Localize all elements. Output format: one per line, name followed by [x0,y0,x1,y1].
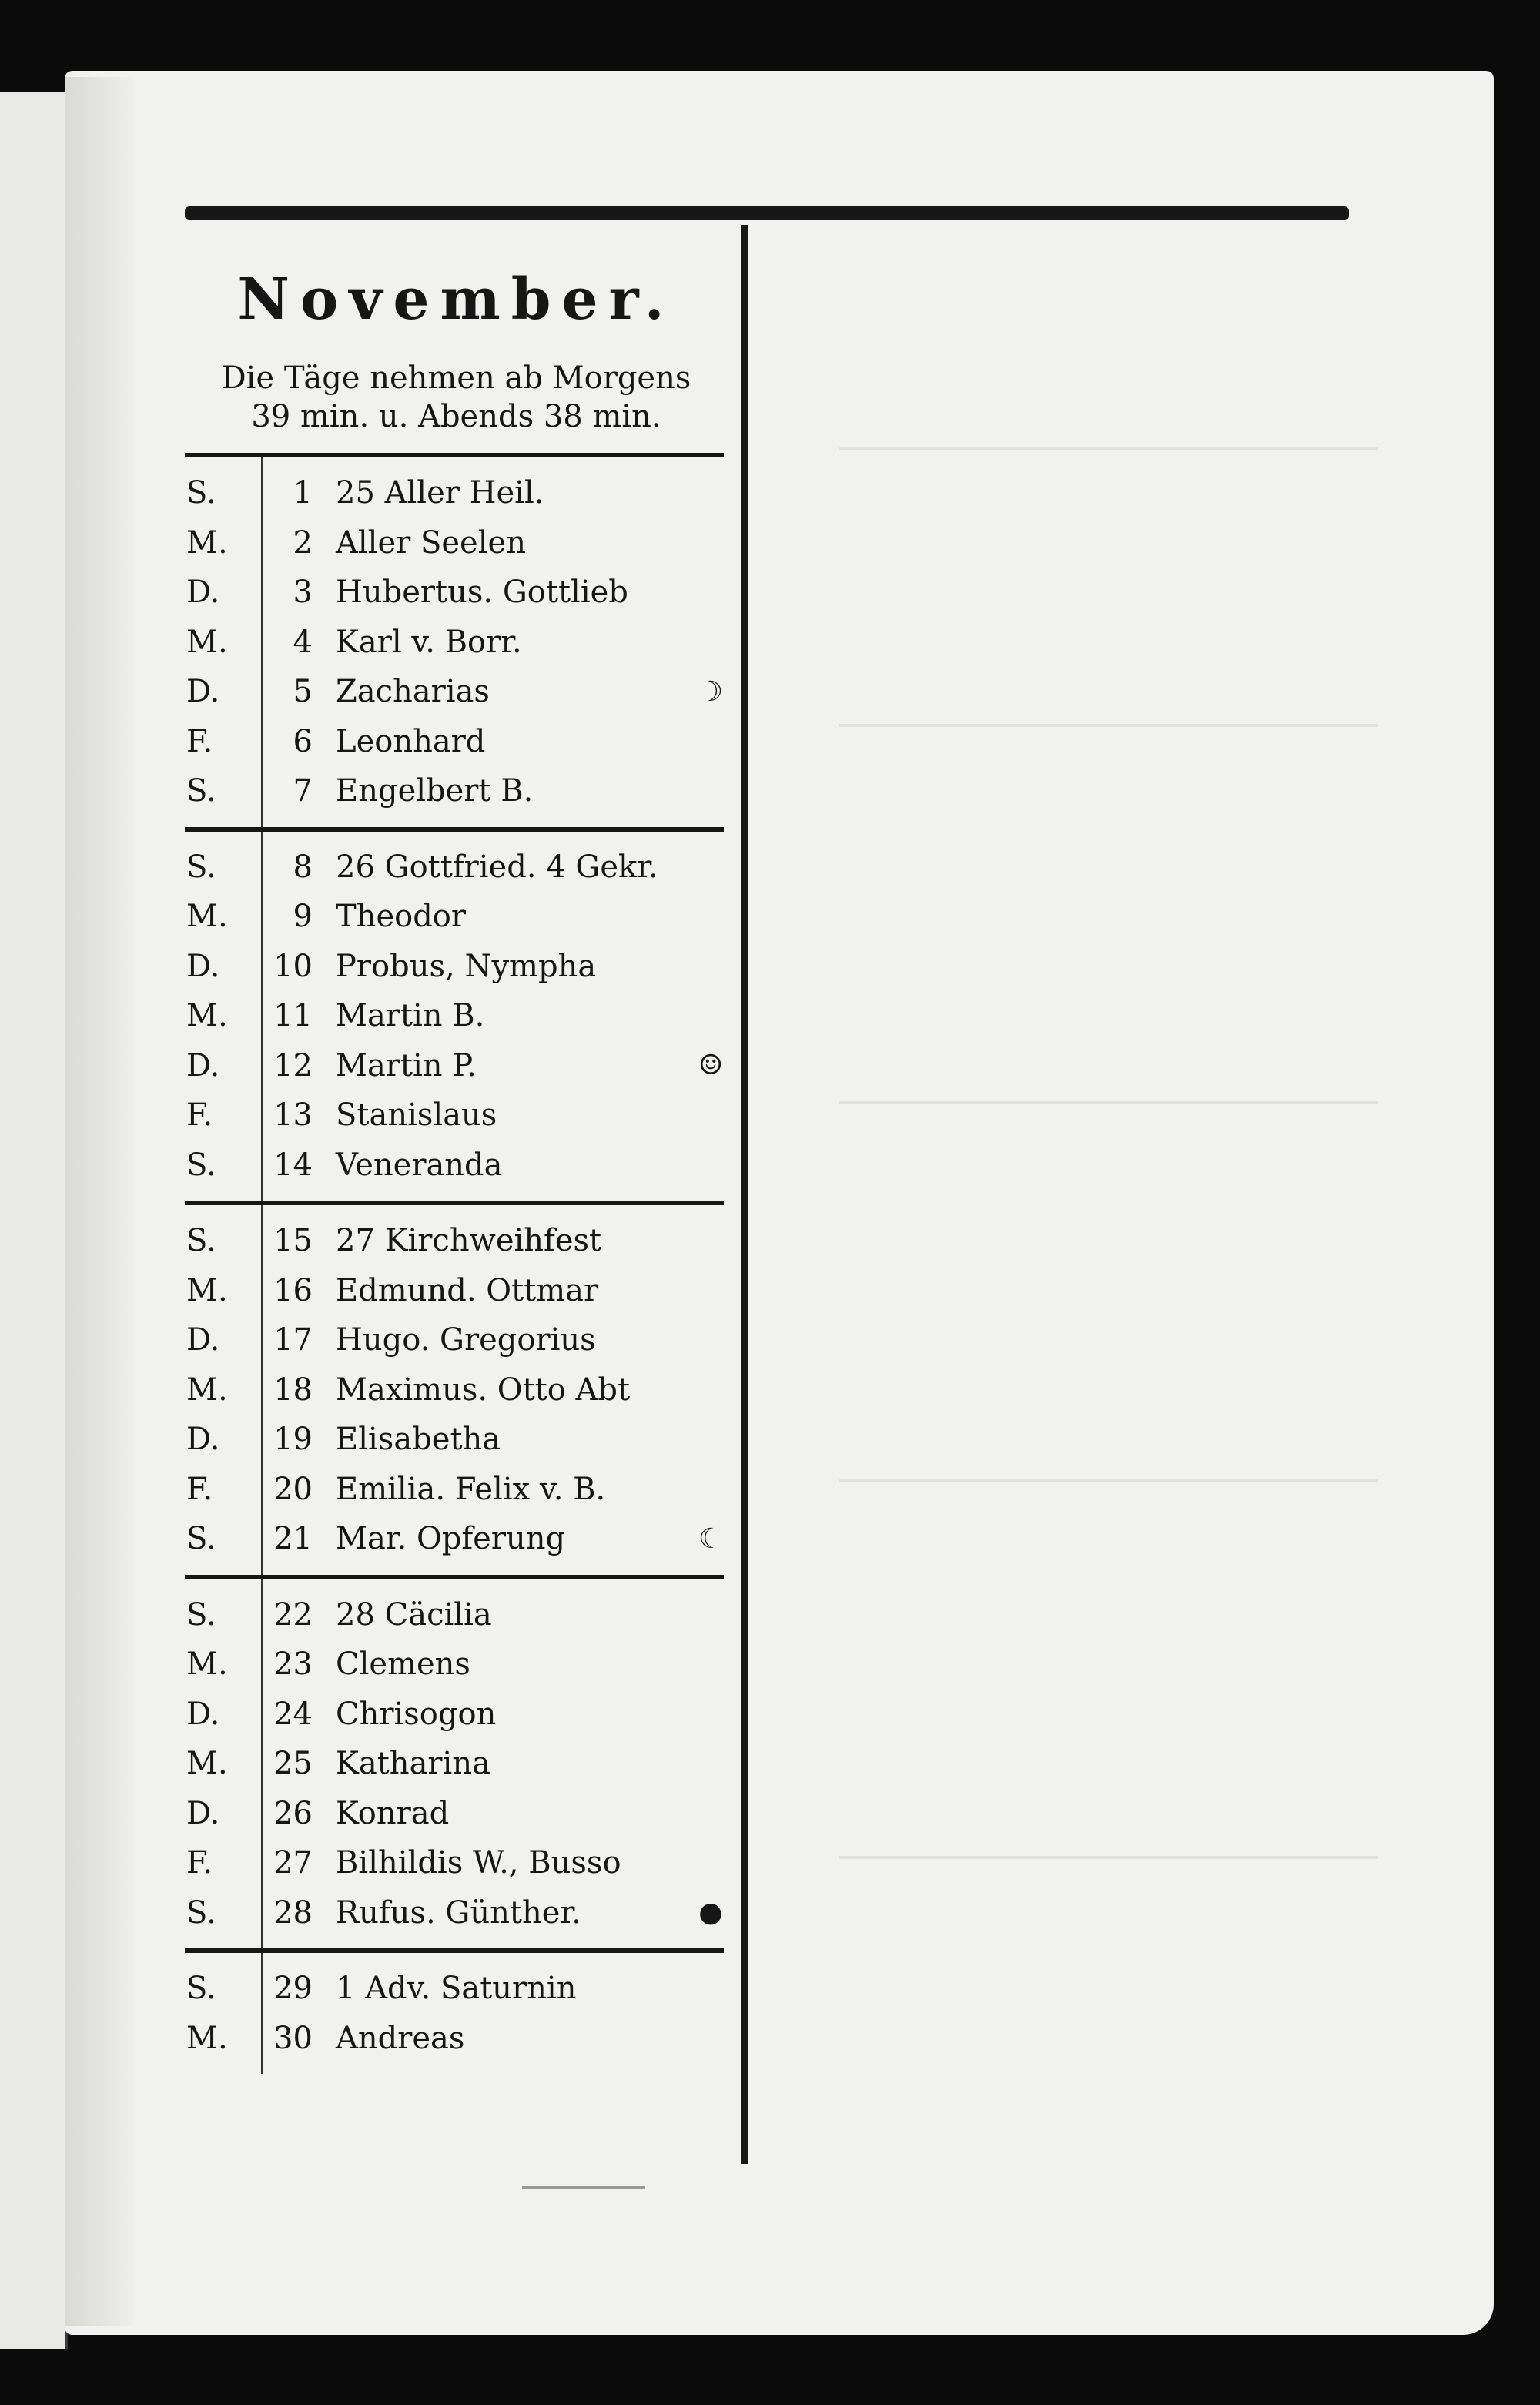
day-number: 27 [273,1845,313,1881]
day-number: 6 [293,723,313,759]
day-number: 9 [293,899,313,935]
saint-name: Emilia. Felix v. B. [336,1471,606,1507]
saint-name: Probus, Nympha [336,948,597,984]
day-row [185,717,728,767]
saint-name: Mar. Opferung [336,1521,566,1557]
saint-name: Katharina [336,1746,490,1782]
day-number: 4 [293,624,313,660]
day-row [185,468,728,518]
saint-name: Bilhildis W., Busso [336,1845,621,1881]
day-row [185,2014,728,2064]
saint-name: 1 Adv. Saturnin [336,1971,577,2007]
day-number: 13 [273,1097,313,1134]
saint-name: 26 Gottfried. 4 Gekr. [336,849,658,885]
weekday: S. [186,773,216,809]
weekday: M. [186,1646,228,1683]
day-number: 10 [273,948,313,984]
saint-name: Elisabetha [336,1422,501,1458]
weekday: D. [186,1322,220,1358]
weekday: F. [186,1097,213,1134]
weekday: S. [186,475,216,511]
day-number: 12 [273,1047,313,1084]
day-number: 18 [273,1372,313,1408]
day-number: 26 [273,1795,313,1831]
day-row [185,518,728,568]
ghost-rule [839,1101,1378,1104]
day-row [185,1690,728,1740]
day-number: 15 [273,1223,313,1259]
day-row [185,1141,728,1191]
day-row [185,1514,728,1564]
weekday: F. [186,1471,213,1507]
column-divider [741,225,748,2164]
weekday: S. [186,849,216,885]
weekday: M. [186,624,228,660]
saint-name: Theodor [336,899,467,935]
moon-phase-icon: ☺ [698,1050,724,1082]
saint-name: Leonhard [336,723,486,759]
saint-name: 25 Aller Heil. [336,475,544,511]
day-number: 1 [293,475,313,511]
top-rule [185,206,1349,220]
day-row [185,942,728,992]
day-row [185,667,728,717]
day-number: 14 [273,1147,313,1183]
day-row [185,1838,728,1888]
day-row [185,1789,728,1839]
week-block [185,1205,728,1575]
weekday: M. [186,1272,228,1308]
day-number: 25 [273,1746,313,1782]
saint-name: Veneranda [336,1147,503,1183]
day-row [185,1041,728,1091]
weekday: D. [186,574,220,611]
saint-name: Martin B. [336,998,485,1034]
week-block [185,1953,728,2074]
weekday: S. [186,1971,216,2007]
week-block [185,457,728,827]
day-row [185,568,728,618]
ghost-rule [839,724,1378,727]
day-length-note [185,359,728,436]
day-row [185,1465,728,1515]
day-number: 11 [273,998,313,1034]
day-row [185,618,728,668]
day-number: 5 [293,674,313,710]
weekday: M. [186,524,228,561]
day-number: 30 [273,2020,313,2056]
day-row [185,766,728,816]
ghost-rule [839,447,1378,450]
saint-name: Zacharias [336,674,490,710]
weekday: D. [186,1422,220,1458]
day-row [185,1964,728,2014]
weekday: S. [186,1596,216,1633]
day-number: 17 [273,1322,313,1358]
saint-name: Stanislaus [336,1097,497,1134]
saint-name: Aller Seelen [336,524,526,561]
weekday: M. [186,2020,228,2056]
week-block [185,1579,728,1949]
ghost-rule [839,1856,1378,1859]
ghost-rule [839,1479,1378,1482]
day-row [185,1266,728,1316]
day-row [185,991,728,1041]
day-number: 22 [273,1596,313,1633]
day-row [185,1090,728,1141]
saint-name: 27 Kirchweihfest [336,1223,602,1259]
day-row [185,1640,728,1690]
weekday: M. [186,998,228,1034]
saint-name: Karl v. Borr. [336,624,522,660]
day-row [185,892,728,942]
weekday: M. [186,1746,228,1782]
saint-name: Hubertus. Gottlieb [336,574,628,611]
weekday: D. [186,1696,220,1732]
moon-phase-icon: ☽ [698,675,724,708]
weekday: S. [186,1521,216,1557]
weekday: S. [186,1894,216,1931]
weekday: D. [186,674,220,710]
week-block [185,832,728,1201]
day-number: 2 [293,524,313,561]
saint-name: Chrisogon [336,1696,497,1732]
day-number: 8 [293,849,313,885]
saint-name: Konrad [336,1795,450,1831]
saint-name: Clemens [336,1646,470,1683]
day-length-line: 39 min. u. Abends 38 min. [251,399,661,434]
saint-name: Engelbert B. [336,773,534,809]
day-length-line: Die Täge nehmen ab Morgens [221,360,691,396]
day-row [185,1365,728,1415]
saint-name: 28 Cäcilia [336,1596,492,1633]
moon-phase-icon: ● [698,1897,723,1929]
moon-phase-icon: ☾ [698,1522,724,1555]
bottom-mark [522,2186,645,2189]
saint-name: Rufus. Günther. [336,1894,581,1931]
saint-name: Martin P. [336,1047,477,1084]
weekday: F. [186,1845,213,1881]
day-number: 16 [273,1272,313,1308]
day-number: 28 [273,1894,313,1931]
weekday: S. [186,1223,216,1259]
weekday: M. [186,899,228,935]
day-number: 7 [293,773,313,809]
weekday: D. [186,1047,220,1084]
day-row [185,1888,728,1938]
weekday: D. [186,948,220,984]
calendar-weeks [185,457,728,2074]
day-row [185,1590,728,1640]
month-title: November. [237,266,675,333]
day-number: 3 [293,574,313,611]
page-gutter [65,77,134,2326]
saint-name: Hugo. Gregorius [336,1322,596,1358]
day-row [185,1415,728,1465]
day-row [185,1315,728,1365]
day-row [185,842,728,893]
saint-name: Edmund. Ottmar [336,1272,599,1308]
day-number: 24 [273,1696,313,1732]
weekday: D. [186,1795,220,1831]
november-column [185,254,728,2074]
saint-name: Maximus. Otto Abt [336,1372,631,1408]
bleed-through-december [816,231,1409,2156]
day-number: 23 [273,1646,313,1683]
day-row [185,1739,728,1789]
facing-page-edge [0,92,68,2349]
day-number: 19 [273,1422,313,1458]
day-number: 21 [273,1521,313,1557]
weekday: F. [186,723,213,759]
day-number: 29 [273,1971,313,2007]
day-row [185,1216,728,1266]
saint-name: Andreas [336,2020,465,2056]
weekday: S. [186,1147,216,1183]
weekday: M. [186,1372,228,1408]
day-number: 20 [273,1471,313,1507]
